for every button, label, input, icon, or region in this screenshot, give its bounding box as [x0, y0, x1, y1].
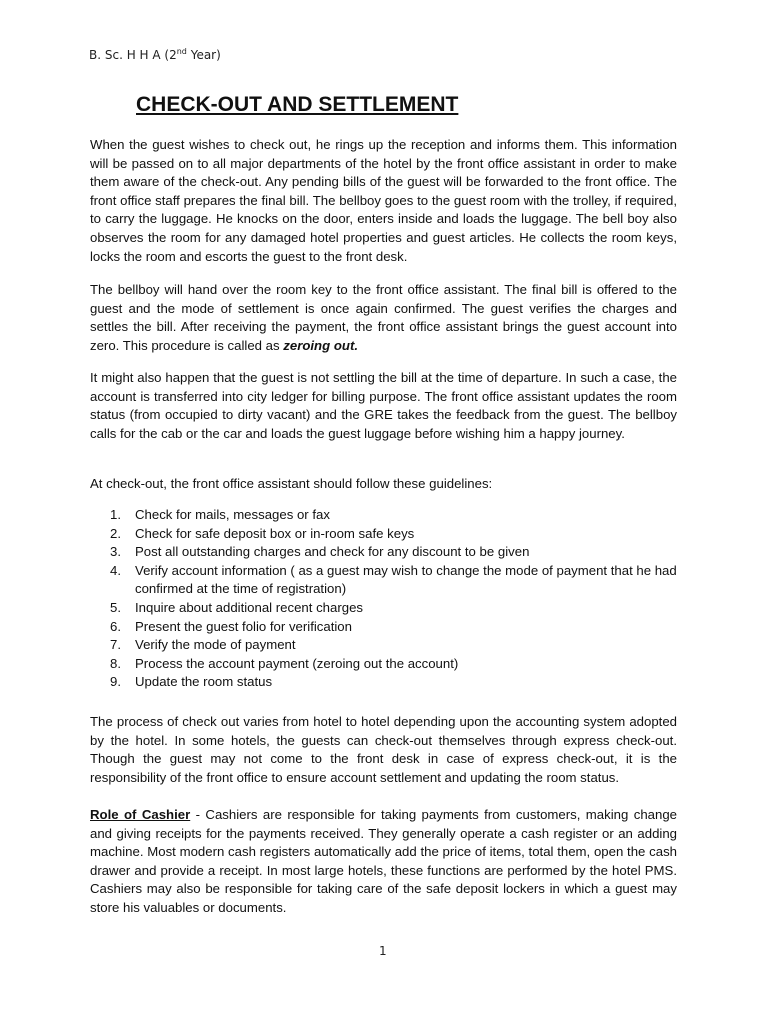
guidelines-list — [90, 506, 680, 692]
list-item — [90, 506, 680, 525]
page-header — [89, 47, 221, 62]
list-item-number: 3. — [110, 544, 121, 560]
header-prefix: B. Sc. H H A (2 — [89, 48, 177, 62]
list-item — [90, 562, 680, 599]
paragraph-guidelines-intro: At check-out, the front office assistant should follow these guidelines: — [90, 476, 493, 491]
list-item — [90, 636, 680, 655]
role-of-cashier-text: - Cashiers are responsible for taking payments from customers, making change and giving receipts for the payments received. They generally operate a cash register or an adding machine. Most modern cash registers automatically add the price of items, total them, open the cash drawer and provide a receipt. In most large hotels, these functions are performed by the hotel PMS. Cashiers may also be responsible for taking care of the safe deposit lockers in which a guest may store his valuables or documents. — [90, 807, 677, 915]
list-item-number: 6. — [110, 618, 121, 634]
list-item-text: Post all outstanding charges and check for any discount to be given — [135, 544, 530, 560]
paragraph-settlement — [90, 281, 677, 355]
list-item-number: 2. — [110, 525, 121, 541]
header-superscript: nd — [176, 47, 187, 56]
page-title: CHECK-OUT AND SETTLEMENT — [136, 93, 459, 116]
list-item — [90, 618, 680, 637]
paragraph-express-checkout: The process of check out varies from hotel to hotel depending upon the accounting system adopted by the hotel. In some hotels, the guests can check-out themselves through express check-out. Though the guest may not come to the front desk in case of express check-out, it is the responsibility of the front office to ensure account settlement and updating the room status. — [90, 714, 677, 785]
zeroing-out-emphasis: zeroing out. — [283, 337, 359, 353]
list-item-text: Verify account information ( as a guest may wish to change the mode of payment that he had confirmed at the time of registration) — [135, 562, 677, 597]
list-item-number: 5. — [110, 599, 121, 615]
list-item-text: Process the account payment (zeroing out the account) — [135, 655, 459, 671]
page-number: 1 — [379, 944, 387, 958]
paragraph-settlement-text: The bellboy will hand over the room key to the front office assistant. The final bill is offered to the guest and the mode of settlement is once again confirmed. The guest verifies the charges and settles the bill. After receiving the payment, the front office assistant brings the guest account into zero. This procedure is called as — [90, 282, 677, 353]
role-of-cashier-heading: Role of Cashier — [90, 807, 191, 822]
list-item — [90, 525, 680, 544]
list-item — [90, 543, 680, 562]
list-item-number: 4. — [110, 562, 121, 578]
list-item-number: 1. — [110, 507, 121, 522]
paragraph-checkout-process: When the guest wishes to check out, he rings up the reception and informs them. This information will be passed on to all major departments of the hotel by the front office assistant in order to make them aware of the check-out. Any pending bills of the guest will be forwarded to the front office. The front office staff prepares the final bill. The bellboy goes to the guest room with the trolley, if required, to carry the luggage. He knocks on the door, enters inside and loads the luggage. The bell boy also observes the room for any damaged hotel properties and guest articles. He collects the room keys, locks the room and escorts the guest to the front desk. — [90, 137, 677, 264]
list-item — [90, 599, 680, 618]
paragraph-city-ledger: It might also happen that the guest is not settling the bill at the time of departure. In such a case, the account is transferred into city ledger for billing purpose. The front office assistant updates the room status (from occupied to dirty vacant) and the GRE takes the feedback from the guest. The bellboy calls for the cab or the car and loads the guest luggage before wishing him a happy journey. — [90, 370, 677, 441]
header-suffix: Year) — [186, 48, 221, 62]
list-item-text: Verify the mode of payment — [135, 637, 296, 653]
paragraph-role-of-cashier — [90, 806, 677, 918]
list-item-number: 7. — [110, 637, 121, 653]
list-item-text: Check for safe deposit box or in-room safe keys — [135, 525, 415, 541]
list-item-text: Update the room status — [135, 674, 273, 690]
list-item — [90, 655, 680, 674]
list-item-number: 8. — [110, 655, 121, 671]
list-item-number: 9. — [110, 674, 121, 690]
list-item-text: Check for mails, messages or fax — [135, 507, 330, 522]
list-item-text: Inquire about additional recent charges — [135, 599, 364, 615]
list-item — [90, 673, 680, 692]
list-item-text: Present the guest folio for verification — [135, 618, 352, 634]
